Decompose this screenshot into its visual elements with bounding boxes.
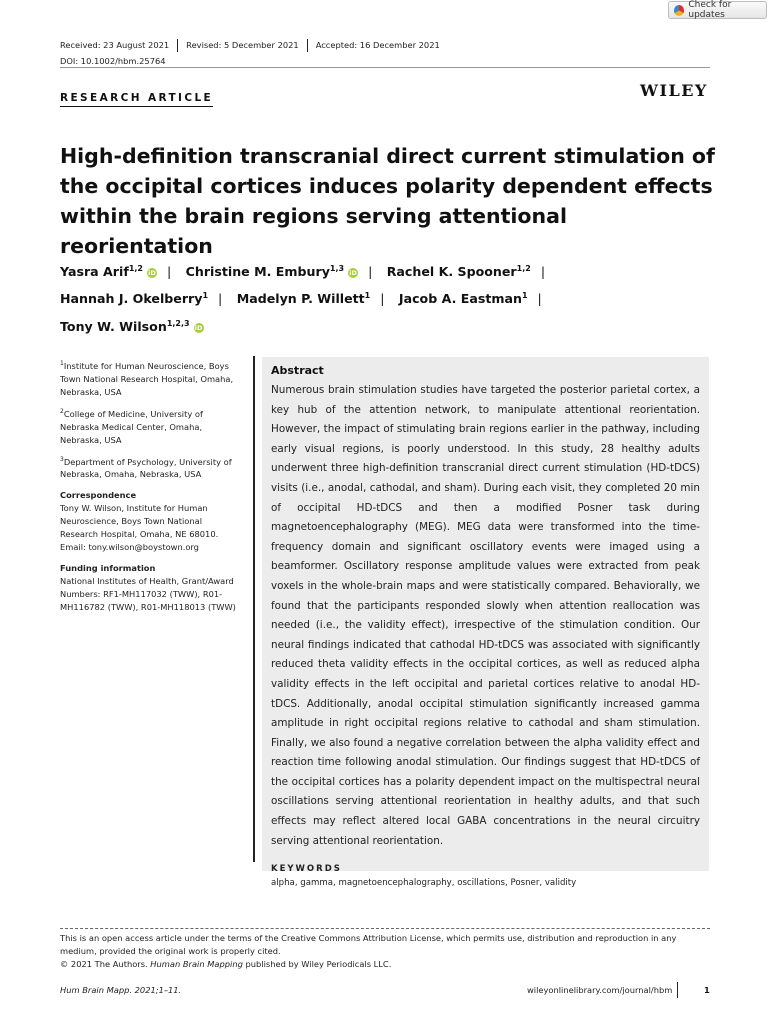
journal-name: Human Brain Mapping bbox=[150, 959, 243, 969]
author[interactable]: Rachel K. Spooner$^{1,2}$ bbox=[386, 264, 531, 280]
footer-divider bbox=[677, 982, 678, 998]
affiliation: $^2$College of Medicine, University of Nebraska Medical Center, Omaha, Nebraska, USA bbox=[60, 407, 203, 445]
header-rule bbox=[60, 67, 710, 68]
affiliation: $^1$Institute for Human Neuroscience, Boys Town National Research Hospital, Omaha, Nebraska, USA bbox=[60, 360, 234, 397]
orcid-icon[interactable]: iD bbox=[349, 269, 357, 278]
received-date: Received: 23 August 2021 bbox=[60, 40, 170, 50]
funding-heading: Funding information bbox=[60, 563, 156, 574]
funding-text: National Institutes of Health, Grant/Award Numbers: RF1-MH117032 (TWW), R01-MH116782 (TWW), R01-MH118013 (TWW) bbox=[60, 576, 236, 613]
journal-url[interactable]: wileyonlinelibrary.com/journal/hbm bbox=[527, 985, 673, 995]
author[interactable]: Christine M. Embury$^{1,3}$iD bbox=[185, 264, 357, 280]
orcid-icon[interactable]: iD bbox=[148, 269, 156, 278]
abstract-heading: Abstract bbox=[271, 364, 324, 377]
copyright-line: © 2021 The Authors. Human Brain Mapping published by Wiley Periodicals LLC. bbox=[60, 959, 392, 969]
abstract-text: Numerous brain stimulation studies have targeted the posterior parietal cortex, a key hub of the attention network, to manipulate attentional reorientation. However, the impact of stimulating brain regions earlier in the pathway, including early visual regions, is poorly understood. In this study, 28 healthy adults underwent three high-definition transcranial direct current stimulation (HD-tDCS) visits (i.e., anodal, cathodal, and sham). During each visit, they completed 20 min of occipital HD-tDCS and then a modified Posner task during magnetoencephalography (MEG). MEG data were transformed into the time-frequency domain and significant oscillatory events were imaged using a beamformer. Oscillatory response amplitude values were extracted from peak voxels in the whole-brain maps and were statistically compared. Behaviorally, we found that the participants responded slowly when attention reallocation was needed (i.e., the validity effect), irrespective of the stimulation condition. Our neural findings indicated that cathodal HD-tDCS was associated with significantly reduced theta validity effects in the occipital cortices, as well as reduced alpha validity effects in the left occipital and parietal cortices relative to anodal HD-tDCS. Additionally, anodal occipital stimulation significantly increased gamma amplitude in right occipital regions relative to cathodal and sham stimulation. Finally, we also found a negative correlation between the alpha validity effect and reaction time following anodal stimulation. Our findings suggest that HD-tDCS of the occipital cortices has a polarity dependent impact on the multispectral neural oscillations serving attentional reorientation in healthy adults, and that such effects may reflect altered local GABA concentrations in the neural circuitry serving attentional reorientation. bbox=[271, 384, 700, 847]
author[interactable]: Madelyn P. Willett$^1$ bbox=[236, 291, 371, 307]
license-rule bbox=[60, 928, 710, 929]
author-list: Yasra Arif$^{1,2}$iD | Christine M. Embury$^{1,3}$iD | Rachel K. Spooner$^{1,2}$ | Hannah J. Okelberry$^1$ | Madelyn P. Willett$^1$ | Jacob A. Eastman$^1$ | Tony W. Wilson$^{1,2,3}$iD bbox=[60, 264, 546, 334]
article-title: High-definition transcranial direct current stimulation of the occipital cortices induces polarity dependent effects within the brain regions serving attentional reorientation bbox=[60, 144, 715, 258]
page-number: 1 bbox=[704, 985, 710, 995]
correspondence-heading: Correspondence bbox=[60, 490, 137, 501]
journal-citation: Hum Brain Mapp. 2021;1–11. bbox=[60, 985, 182, 995]
author[interactable]: Yasra Arif$^{1,2}$iD bbox=[60, 264, 156, 280]
abstract-box bbox=[262, 357, 709, 889]
doi[interactable]: DOI: 10.1002/hbm.25764 bbox=[60, 56, 166, 66]
accepted-date: Accepted: 16 December 2021 bbox=[307, 39, 448, 52]
author[interactable]: Jacob A. Eastman$^1$ bbox=[398, 291, 528, 307]
check-for-updates-label: Check for updates bbox=[688, 0, 732, 20]
keywords-heading: KEYWORDS bbox=[271, 864, 342, 875]
article-dates bbox=[60, 39, 448, 52]
correspondence-text: Tony W. Wilson, Institute for Human Neuroscience, Boys Town National Research Hospital, Omaha, NE 68010. bbox=[60, 503, 219, 540]
abstract-side-rule bbox=[253, 356, 255, 862]
section-label: RESEARCH ARTICLE bbox=[60, 92, 213, 107]
affiliation: $^3$Department of Psychology, University of Nebraska, Omaha, Nebraska, USA bbox=[60, 455, 232, 480]
keywords-list: alpha, gamma, magnetoencephalography, oscillations, Posner, validity bbox=[271, 878, 577, 889]
author[interactable]: Tony W. Wilson$^{1,2,3}$iD bbox=[60, 318, 203, 334]
author[interactable]: Hannah J. Okelberry$^1$ bbox=[60, 291, 209, 307]
publisher-logo: WILEY bbox=[640, 81, 708, 100]
revised-date: Revised: 5 December 2021 bbox=[177, 39, 307, 52]
license-text: This is an open access article under the terms of the Creative Commons Attribution License, which permits use, distribution and reproduction in any medium, provided the original work is properly cited. bbox=[60, 933, 677, 956]
affiliations-column bbox=[60, 357, 242, 620]
check-for-updates-button[interactable] bbox=[668, 1, 767, 19]
crossmark-icon bbox=[674, 5, 684, 16]
orcid-icon[interactable]: iD bbox=[194, 323, 203, 332]
license-block bbox=[60, 932, 710, 971]
correspondence-email[interactable]: Email: tony.wilson@boystown.org bbox=[60, 542, 199, 553]
